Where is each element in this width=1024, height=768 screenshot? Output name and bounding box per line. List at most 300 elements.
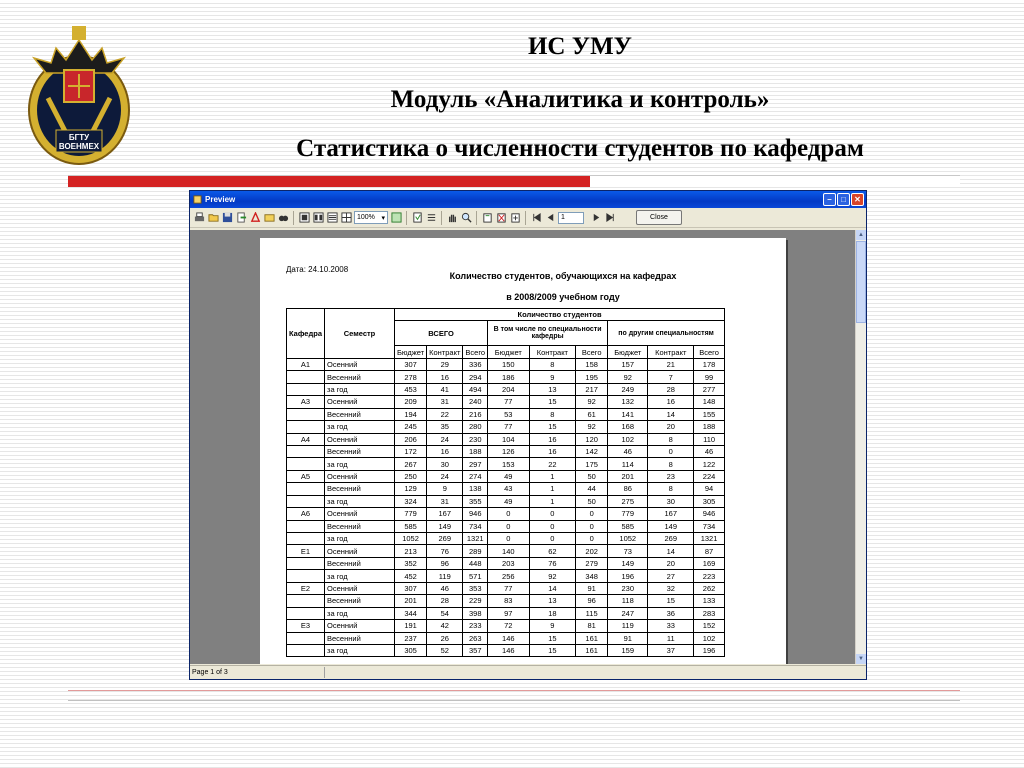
value-cell: 229 (463, 595, 488, 607)
properties-icon[interactable] (425, 212, 437, 224)
emblem-logo (26, 18, 132, 168)
table-row (287, 545, 725, 557)
value-cell: 16 (529, 433, 576, 445)
value-cell: 152 (694, 620, 725, 632)
semestr-cell: Осенний (325, 620, 395, 632)
white-accent-bar (590, 176, 960, 187)
value-cell: 73 (608, 545, 648, 557)
value-cell: 14 (648, 545, 694, 557)
value-cell: 76 (427, 545, 463, 557)
value-cell: 149 (608, 557, 648, 569)
value-cell: 132 (608, 396, 648, 408)
value-cell: 571 (463, 570, 488, 582)
value-cell: 734 (463, 520, 488, 532)
value-cell: 148 (694, 396, 725, 408)
value-cell: 0 (488, 508, 529, 520)
prev-page-icon[interactable] (544, 212, 556, 224)
slide-title: ИС УМУ (527, 33, 633, 60)
print-icon[interactable] (193, 212, 205, 224)
window-title: Preview (205, 195, 236, 204)
value-cell: 42 (427, 620, 463, 632)
value-cell: 224 (694, 470, 725, 482)
sub-header-cell: Всего (463, 346, 488, 358)
page-setup-icon[interactable] (411, 212, 423, 224)
table-row (287, 396, 725, 408)
edit-page-icon[interactable] (481, 212, 493, 224)
close-window-button[interactable]: ✕ (851, 193, 864, 206)
value-cell: 188 (463, 445, 488, 457)
value-cell: 946 (463, 508, 488, 520)
value-cell: 585 (395, 520, 427, 532)
value-cell: 102 (694, 632, 725, 644)
value-cell: 18 (529, 607, 576, 619)
delete-page-icon[interactable] (495, 212, 507, 224)
value-cell: 87 (694, 545, 725, 557)
value-cell: 53 (488, 408, 529, 420)
value-cell: 348 (576, 570, 608, 582)
value-cell: 167 (648, 508, 694, 520)
kafedra-cell (287, 495, 325, 507)
value-cell: 129 (395, 483, 427, 495)
value-cell: 20 (648, 557, 694, 569)
value-cell: 9 (529, 620, 576, 632)
value-cell: 77 (488, 582, 529, 594)
report-heading: Количество студентов, обучающихся на кафедрах (449, 271, 677, 281)
col-kafedra: Кафедра (287, 309, 325, 359)
value-cell: 21 (648, 358, 694, 370)
value-cell: 24 (427, 470, 463, 482)
table-row (287, 445, 725, 457)
value-cell: 72 (488, 620, 529, 632)
value-cell: 133 (694, 595, 725, 607)
table-row (287, 533, 725, 545)
value-cell: 194 (395, 408, 427, 420)
value-cell: 0 (529, 533, 576, 545)
value-cell: 155 (694, 408, 725, 420)
app-icon (193, 195, 202, 204)
value-cell: 297 (463, 458, 488, 470)
semestr-cell: Весенний (325, 520, 395, 532)
preview-window (189, 190, 867, 680)
value-cell: 8 (648, 458, 694, 470)
first-page-icon[interactable] (530, 212, 542, 224)
value-cell: 43 (488, 483, 529, 495)
maximize-button[interactable]: □ (837, 193, 850, 206)
table-row (287, 620, 725, 632)
value-cell: 149 (427, 520, 463, 532)
value-cell: 0 (529, 520, 576, 532)
value-cell: 448 (463, 557, 488, 569)
scroll-down-icon[interactable]: ▼ (856, 654, 866, 664)
value-cell: 81 (576, 620, 608, 632)
value-cell: 233 (463, 620, 488, 632)
svg-text:ВОЕНМЕХ: ВОЕНМЕХ (58, 142, 100, 151)
status-bar (190, 665, 866, 679)
value-cell: 104 (488, 433, 529, 445)
value-cell: 153 (488, 458, 529, 470)
outline-icon[interactable] (390, 212, 402, 224)
value-cell: 138 (463, 483, 488, 495)
table-row (287, 383, 725, 395)
sub-header-cell: Бюджет (488, 346, 529, 358)
value-cell: 1 (529, 470, 576, 482)
kafedra-cell (287, 533, 325, 545)
value-cell: 1321 (694, 533, 725, 545)
zoom-icon[interactable] (460, 212, 472, 224)
kafedra-cell (287, 520, 325, 532)
scroll-up-icon[interactable]: ▲ (856, 230, 866, 240)
bottom-divider-gray (68, 700, 960, 701)
export-icon[interactable] (235, 212, 247, 224)
sub-header-cell: Контракт (648, 346, 694, 358)
value-cell: 217 (576, 383, 608, 395)
value-cell: 267 (395, 458, 427, 470)
value-cell: 494 (463, 383, 488, 395)
value-cell: 99 (694, 371, 725, 383)
value-cell: 307 (395, 358, 427, 370)
value-cell: 142 (576, 445, 608, 457)
kafedra-cell (287, 383, 325, 395)
value-cell: 28 (648, 383, 694, 395)
value-cell: 280 (463, 421, 488, 433)
toolbar (190, 208, 866, 228)
value-cell: 92 (576, 421, 608, 433)
toolbar-separator (406, 211, 407, 225)
toolbar-separator (525, 211, 526, 225)
semestr-cell: Осенний (325, 396, 395, 408)
value-cell: 175 (576, 458, 608, 470)
value-cell: 30 (427, 458, 463, 470)
value-cell: 230 (463, 433, 488, 445)
value-cell: 28 (427, 595, 463, 607)
semestr-cell: Осенний (325, 582, 395, 594)
value-cell: 294 (463, 371, 488, 383)
value-cell: 157 (608, 358, 648, 370)
value-cell: 50 (576, 495, 608, 507)
value-cell: 0 (576, 533, 608, 545)
value-cell: 8 (648, 433, 694, 445)
value-cell: 216 (463, 408, 488, 420)
value-cell: 213 (395, 545, 427, 557)
table-row (287, 433, 725, 445)
value-cell: 161 (576, 632, 608, 644)
value-cell: 83 (488, 595, 529, 607)
multi-page-icon[interactable] (340, 212, 352, 224)
value-cell: 15 (529, 644, 576, 656)
value-cell: 191 (395, 620, 427, 632)
value-cell: 91 (576, 582, 608, 594)
value-cell: 0 (648, 445, 694, 457)
sub-header-cell: Бюджет (395, 346, 427, 358)
kafedra-cell: А6 (287, 508, 325, 520)
value-cell: 126 (488, 445, 529, 457)
value-cell: 46 (608, 445, 648, 457)
open-icon[interactable] (207, 212, 219, 224)
value-cell: 779 (608, 508, 648, 520)
table-row (287, 483, 725, 495)
svg-text:БГТУ: БГТУ (68, 133, 90, 142)
semestr-cell: Осенний (325, 508, 395, 520)
kafedra-cell (287, 632, 325, 644)
value-cell: 7 (648, 371, 694, 383)
kafedra-cell (287, 445, 325, 457)
value-cell: 31 (427, 396, 463, 408)
value-cell: 46 (694, 445, 725, 457)
value-cell: 44 (576, 483, 608, 495)
kafedra-cell: Е3 (287, 620, 325, 632)
value-cell: 22 (427, 408, 463, 420)
value-cell: 237 (395, 632, 427, 644)
kafedra-cell (287, 421, 325, 433)
value-cell: 91 (608, 632, 648, 644)
col-kolichestvo: Количество студентов (395, 309, 725, 321)
value-cell: 0 (488, 520, 529, 532)
value-cell: 31 (427, 495, 463, 507)
scroll-thumb[interactable] (856, 241, 866, 323)
value-cell: 96 (427, 557, 463, 569)
col-semestr: Семестр (325, 309, 395, 359)
value-cell: 263 (463, 632, 488, 644)
value-cell: 97 (488, 607, 529, 619)
value-cell: 35 (427, 421, 463, 433)
value-cell: 158 (576, 358, 608, 370)
semestr-cell: Весенний (325, 632, 395, 644)
value-cell: 159 (608, 644, 648, 656)
value-cell: 307 (395, 582, 427, 594)
value-cell: 16 (529, 445, 576, 457)
value-cell: 9 (529, 371, 576, 383)
value-cell: 61 (576, 408, 608, 420)
value-cell: 305 (694, 495, 725, 507)
kafedra-cell (287, 595, 325, 607)
value-cell: 230 (608, 582, 648, 594)
email-icon[interactable] (263, 212, 275, 224)
kafedra-cell (287, 458, 325, 470)
value-cell: 24 (427, 433, 463, 445)
value-cell: 0 (529, 508, 576, 520)
kafedra-cell (287, 570, 325, 582)
table-row (287, 557, 725, 569)
table-row (287, 520, 725, 532)
semestr-cell: Весенний (325, 445, 395, 457)
value-cell: 146 (488, 632, 529, 644)
value-cell: 274 (463, 470, 488, 482)
find-icon[interactable] (277, 212, 289, 224)
table-row (287, 470, 725, 482)
table-row (287, 358, 725, 370)
toolbar-separator (293, 211, 294, 225)
value-cell: 269 (648, 533, 694, 545)
value-cell: 77 (488, 421, 529, 433)
value-cell: 0 (576, 508, 608, 520)
window-titlebar[interactable] (190, 191, 866, 208)
kafedra-cell (287, 557, 325, 569)
semestr-cell: за год (325, 458, 395, 470)
semestr-cell: за год (325, 533, 395, 545)
value-cell: 779 (395, 508, 427, 520)
value-cell: 15 (529, 396, 576, 408)
value-cell: 114 (608, 458, 648, 470)
table-row (287, 582, 725, 594)
value-cell: 26 (427, 632, 463, 644)
value-cell: 50 (576, 470, 608, 482)
kafedra-cell: А5 (287, 470, 325, 482)
semestr-cell: за год (325, 644, 395, 656)
value-cell: 13 (529, 383, 576, 395)
value-cell: 195 (576, 371, 608, 383)
hand-icon[interactable] (446, 212, 458, 224)
value-cell: 245 (395, 421, 427, 433)
value-cell: 94 (694, 483, 725, 495)
table-row (287, 408, 725, 420)
add-page-icon[interactable] (509, 212, 521, 224)
kafedra-cell: Е2 (287, 582, 325, 594)
value-cell: 201 (395, 595, 427, 607)
semestr-cell: Весенний (325, 595, 395, 607)
value-cell: 140 (488, 545, 529, 557)
value-cell: 223 (694, 570, 725, 582)
value-cell: 23 (648, 470, 694, 482)
value-cell: 188 (694, 421, 725, 433)
value-cell: 22 (529, 458, 576, 470)
close-button[interactable]: Close (636, 210, 682, 225)
report-table (286, 308, 725, 657)
value-cell: 11 (648, 632, 694, 644)
value-cell: 33 (648, 620, 694, 632)
preview-viewport (190, 230, 856, 664)
value-cell: 275 (608, 495, 648, 507)
semestr-cell: Осенний (325, 545, 395, 557)
value-cell: 119 (608, 620, 648, 632)
semestr-cell: Весенний (325, 371, 395, 383)
pdf-icon[interactable] (249, 212, 261, 224)
value-cell: 8 (648, 483, 694, 495)
next-page-icon[interactable] (590, 212, 602, 224)
kafedra-cell (287, 371, 325, 383)
value-cell: 49 (488, 495, 529, 507)
report-page (260, 238, 786, 664)
value-cell: 8 (529, 408, 576, 420)
value-cell: 1052 (395, 533, 427, 545)
value-cell: 209 (395, 396, 427, 408)
kafedra-cell: А4 (287, 433, 325, 445)
table-row (287, 632, 725, 644)
semestr-cell: Осенний (325, 358, 395, 370)
value-cell: 206 (395, 433, 427, 445)
value-cell: 14 (529, 582, 576, 594)
slide-heading: Статистика о численности студентов по кафедрам (296, 135, 864, 162)
value-cell: 32 (648, 582, 694, 594)
save-icon[interactable] (221, 212, 233, 224)
value-cell: 86 (608, 483, 648, 495)
value-cell: 54 (427, 607, 463, 619)
value-cell: 201 (608, 470, 648, 482)
value-cell: 96 (576, 595, 608, 607)
value-cell: 13 (529, 595, 576, 607)
table-row (287, 371, 725, 383)
value-cell: 324 (395, 495, 427, 507)
last-page-icon[interactable] (604, 212, 616, 224)
value-cell: 20 (648, 421, 694, 433)
kafedra-cell (287, 644, 325, 656)
two-pages-icon[interactable] (312, 212, 324, 224)
minimize-button[interactable]: – (823, 193, 836, 206)
table-row (287, 508, 725, 520)
value-cell: 1321 (463, 533, 488, 545)
value-cell: 150 (488, 358, 529, 370)
kafedra-cell (287, 408, 325, 420)
value-cell: 92 (576, 396, 608, 408)
value-cell: 240 (463, 396, 488, 408)
red-accent-bar (68, 176, 590, 187)
value-cell: 336 (463, 358, 488, 370)
value-cell: 15 (529, 421, 576, 433)
value-cell: 8 (529, 358, 576, 370)
table-row (287, 607, 725, 619)
value-cell: 141 (608, 408, 648, 420)
sub-header-cell: Всего (694, 346, 725, 358)
value-cell: 115 (576, 607, 608, 619)
value-cell: 110 (694, 433, 725, 445)
value-cell: 344 (395, 607, 427, 619)
semestr-cell: Осенний (325, 470, 395, 482)
page-number-input[interactable]: 1 (558, 212, 584, 224)
value-cell: 0 (488, 533, 529, 545)
value-cell: 256 (488, 570, 529, 582)
single-page-icon[interactable] (298, 212, 310, 224)
semestr-cell: Весенний (325, 557, 395, 569)
value-cell: 36 (648, 607, 694, 619)
semestr-cell: за год (325, 570, 395, 582)
value-cell: 167 (427, 508, 463, 520)
value-cell: 585 (608, 520, 648, 532)
value-cell: 262 (694, 582, 725, 594)
bottom-divider-red (68, 690, 960, 691)
value-cell: 355 (463, 495, 488, 507)
semestr-cell: за год (325, 421, 395, 433)
kafedra-cell: Е1 (287, 545, 325, 557)
report-subheading: в 2008/2009 учебном году (506, 292, 620, 302)
value-cell: 1 (529, 495, 576, 507)
value-cell: 1 (529, 483, 576, 495)
vertical-scrollbar[interactable] (855, 230, 866, 664)
table-row (287, 595, 725, 607)
page-width-icon[interactable] (326, 212, 338, 224)
col-vsego: ВСЕГО (395, 321, 488, 346)
value-cell: 76 (529, 557, 576, 569)
value-cell: 27 (648, 570, 694, 582)
value-cell: 946 (694, 508, 725, 520)
value-cell: 120 (576, 433, 608, 445)
value-cell: 92 (529, 570, 576, 582)
zoom-select[interactable]: 100% ▾ (354, 211, 388, 224)
value-cell: 77 (488, 396, 529, 408)
value-cell: 41 (427, 383, 463, 395)
table-row (287, 644, 725, 656)
value-cell: 398 (463, 607, 488, 619)
kafedra-cell: А3 (287, 396, 325, 408)
value-cell: 16 (648, 396, 694, 408)
value-cell: 161 (576, 644, 608, 656)
value-cell: 29 (427, 358, 463, 370)
value-cell: 283 (694, 607, 725, 619)
kafedra-cell (287, 607, 325, 619)
value-cell: 196 (694, 644, 725, 656)
value-cell: 102 (608, 433, 648, 445)
value-cell: 15 (648, 595, 694, 607)
semestr-cell: Весенний (325, 483, 395, 495)
value-cell: 352 (395, 557, 427, 569)
